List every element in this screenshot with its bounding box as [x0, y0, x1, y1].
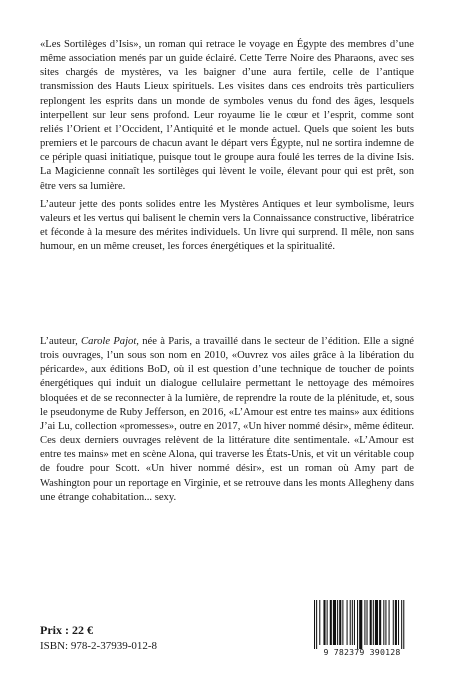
- barcode-bar: [375, 600, 378, 645]
- barcode-bar: [359, 600, 362, 649]
- barcode-bar: [403, 600, 404, 649]
- barcode-bar: [393, 600, 394, 645]
- author-name: Carole Pajot: [81, 336, 137, 347]
- barcode-bar: [383, 600, 384, 645]
- barcode-bar: [327, 600, 328, 645]
- barcode-bar: [347, 600, 348, 645]
- barcode-bar: [395, 600, 397, 645]
- author-intro: L’auteur,: [40, 336, 82, 347]
- barcode-bar: [342, 600, 343, 645]
- barcode-bar: [350, 600, 351, 645]
- author-text: , née à Paris, a travaillé dans le secteur de l’édition. Elle a signé trois ouvrages, l’un sous son nom en 2010, «Ouvrez vos ailes grâce à la libération du péricarde», aux éditions BoD, où il est question d’une technique de toucher de points énergétiques qui induit un dialogue cellulaire permettant le nettoyage des mémoires bloquées et de se reconnecter à la lumière, de reprendre la route de la plénitude, et, sous le pseudonyme de Ruby Jefferson, en 2016, «L’Amour est entre tes mains» aux éditions J’ai Lu, collection «promesses», outre en 2017, «Un hiver nommé désir», même éditeur. Ces deux derniers ouvrages relèvent de la littérature dite sentimentale. «L’Amour est entre tes mains» met en scène Alona, qui traverse les États-Unis, et vit un véritable coup de foudre pour Scott. «Un hiver nommé désir», est un roman où Amy part de Washington pour un reportage en Virginie, et se retrouve dans les monts Allegheny dans une étrange cohabitation... sexy.: [40, 336, 415, 503]
- barcode-bar: [370, 600, 372, 645]
- summary-paragraph-1: «Les Sortilèges d’Isis», un roman qui retrace le voyage en Égypte des membres d’une même association menés par un guide éclairé. Cette Terre Noire des Pharaons, avec ses sites chargés de mystères, va les baigner d’une aura fertile, celle de l’antique transmission des Hauts Lieux spirituels. Les visites dans ces endroits très particuliers replongent les esprits dans un monde de symboles venus du fond des âges, lesquels interpellent sur leur sens profond. Leur royaume lie le cœur et l’esprit, comme sont reliés l’Orient et l’Occident, l’Antiquité et le monde actuel. Quels que soient les buts premiers et le parcours de chacun avant le départ vers Égypte, nul ne sortira indemne de ce périple quasi initiatique, puisque tout le groupe aura foulé les terres de la divine Isis. La Magicienne connaît les sortilèges qui lèvent le voile, élevant pour qui est prêt, son être vers sa lumière.: [40, 39, 414, 192]
- barcode-bar: [319, 600, 320, 645]
- barcode-bar: [337, 600, 338, 645]
- isbn-label: ISBN: 978-2-37939-012-8: [40, 640, 158, 652]
- summary-paragraph-2: L’auteur jette des ponts solides entre les Mystères Antiques et leur symbolisme, leurs valeurs et les vertus qui balisent le chemin vers la Connaissance constructive, libératrice et féconde à la mesure des mérites individuels. Un livre qui surprend. Il mêle, non sans humour, en un même creuset, les forces énergétiques et la spiritualité.: [40, 198, 414, 253]
- barcode-bar: [316, 600, 317, 649]
- barcode-bar: [398, 600, 399, 645]
- author-bio: [40, 335, 414, 505]
- barcode-bar: [379, 600, 381, 645]
- barcode-bar: [367, 600, 368, 645]
- barcode-bars: [306, 600, 418, 650]
- barcode-bar: [354, 600, 355, 645]
- barcode-bar: [339, 600, 341, 645]
- barcode-digits: 9 782379 390128: [323, 647, 401, 657]
- barcode-bar: [323, 600, 325, 645]
- barcode-bar: [333, 600, 336, 645]
- barcode-bar: [314, 600, 315, 649]
- barcode-bar: [401, 600, 402, 649]
- barcode: [306, 600, 418, 658]
- barcode-bar: [330, 600, 332, 645]
- barcode-bar: [385, 600, 386, 645]
- barcode-bar: [364, 600, 365, 645]
- author-paragraph: [40, 335, 414, 505]
- barcode-bar: [389, 600, 390, 645]
- barcode-bar: [373, 600, 374, 645]
- book-summary: [40, 38, 414, 254]
- price-label: Prix : 22 €: [40, 623, 93, 637]
- barcode-bar: [357, 600, 358, 649]
- barcode-bar: [352, 600, 353, 645]
